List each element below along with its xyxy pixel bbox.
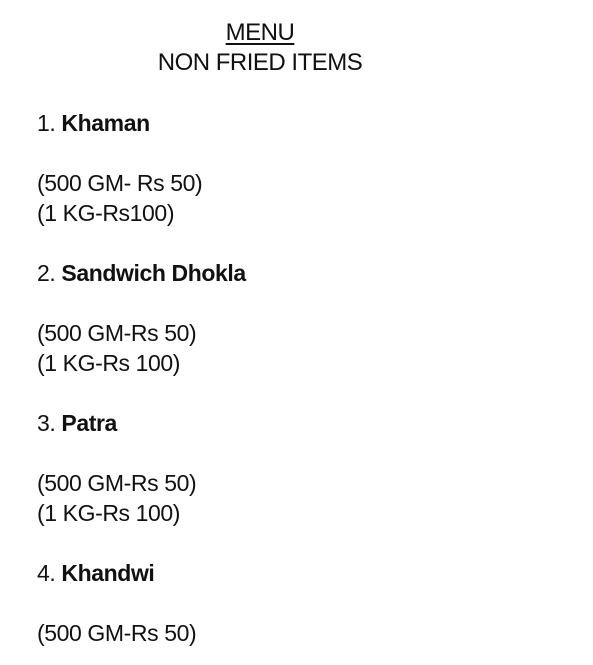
item-price: (500 GM-Rs 50) <box>37 320 197 346</box>
item-number: 1. <box>37 110 56 136</box>
item-number: 2. <box>37 260 56 286</box>
item-name: Patra <box>61 410 117 436</box>
item-name: Khaman <box>61 110 150 136</box>
item-name: Khandwi <box>61 560 155 586</box>
menu-title: MENU <box>225 19 295 46</box>
menu-item-sandwich-dhokla <box>37 258 246 288</box>
item-name: Sandwich Dhokla <box>61 260 246 286</box>
item-price: (1 KG-Rs 100) <box>37 500 181 526</box>
menu-item-patra <box>37 408 117 438</box>
item-price: (500 GM-Rs 50) <box>37 470 197 496</box>
menu-subtitle: NON FRIED ITEMS <box>157 49 363 76</box>
item-price: (500 GM- Rs 50) <box>37 170 203 196</box>
item-price: (1 KG-Rs100) <box>37 200 175 226</box>
item-number: 3. <box>37 410 56 436</box>
item-price: (500 GM-Rs 50) <box>37 620 197 646</box>
menu-item-khaman <box>37 108 150 138</box>
item-price: (1 KG-Rs 100) <box>37 350 181 376</box>
item-number: 4. <box>37 560 56 586</box>
menu-item-khandwi <box>37 558 154 588</box>
